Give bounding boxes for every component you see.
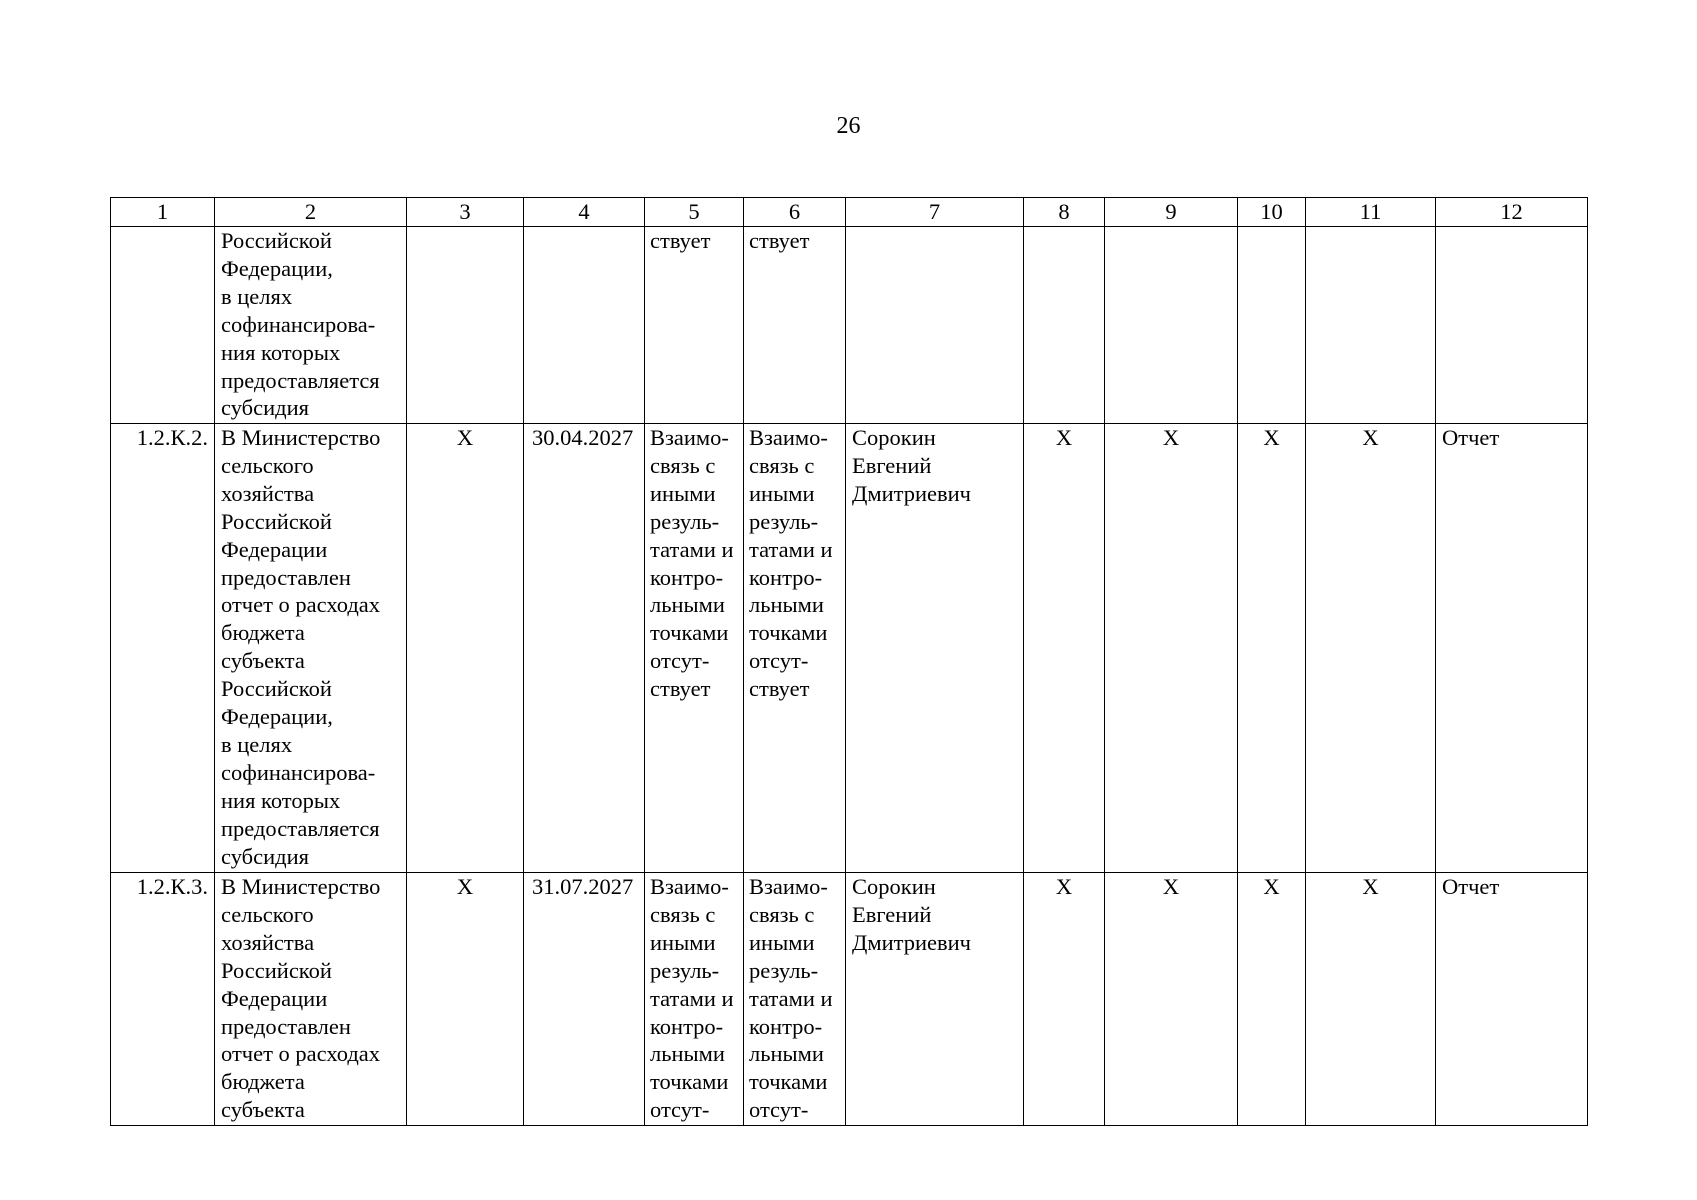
description-text: Российской Федерации, в целях софинансирова- ния которых предоставляется субсидия (221, 228, 380, 421)
column-number: 6 (744, 198, 846, 227)
description-cell (215, 873, 407, 1126)
cell-col9: X (1105, 424, 1238, 873)
description-text: В Министерство сельского хозяйства Российской Федерации предоставлен отчет о расходах бюджета субъекта (221, 874, 381, 1123)
relation-cell-col6: ствует (744, 227, 846, 424)
cell-col3: X (407, 873, 524, 1126)
description-cell (215, 424, 407, 873)
relation-cell-col6: Взаимо- связь с иными резуль- татами и контро- льными точками отсут- (744, 873, 846, 1126)
cell-col9 (1105, 227, 1238, 424)
cell-col11: X (1306, 424, 1436, 873)
cell-col10: X (1238, 873, 1306, 1126)
item-number: 1.2.К.2. (136, 425, 208, 450)
column-number: 5 (645, 198, 744, 227)
document-type-cell (1436, 227, 1588, 424)
relation-cell-col5: Взаимо- связь с иными резуль- татами и контро- льными точками отсут- ствует (645, 424, 744, 873)
column-number: 1 (111, 198, 215, 227)
column-number: 9 (1105, 198, 1238, 227)
date-cell (524, 227, 645, 424)
cell-col10 (1238, 227, 1306, 424)
cell-col11: X (1306, 873, 1436, 1126)
cell-col3: X (407, 424, 524, 873)
responsible-cell: Сорокин Евгений Дмитриевич (846, 873, 1024, 1126)
cell-col10: X (1238, 424, 1306, 873)
item-number-cell (111, 227, 215, 424)
table-row (111, 873, 1588, 1126)
cell-col3 (407, 227, 524, 424)
cell-col11 (1306, 227, 1436, 424)
date-cell: 31.07.2027 (524, 873, 645, 1126)
cell-col8 (1024, 227, 1105, 424)
relation-cell-col5: Взаимо- связь с иными резуль- татами и контро- льными точками отсут- (645, 873, 744, 1126)
document-type-cell: Отчет (1436, 873, 1588, 1126)
responsible-cell (846, 227, 1024, 424)
responsible-cell: Сорокин Евгений Дмитриевич (846, 424, 1024, 873)
cell-col8: X (1024, 873, 1105, 1126)
cell-col8: X (1024, 424, 1105, 873)
date-cell: 30.04.2027 (524, 424, 645, 873)
description-text: В Министерство сельского хозяйства Российской Федерации предоставлен отчет о расходах бюджета субъекта Российской Федерации, в целях софинансирова- ния которых предоставляется субсидия (221, 425, 381, 869)
document-type-cell: Отчет (1436, 424, 1588, 873)
plan-table (110, 197, 1588, 1126)
relation-cell-col5: ствует (645, 227, 744, 424)
table-row (111, 424, 1588, 873)
column-number: 7 (846, 198, 1024, 227)
column-number: 11 (1306, 198, 1436, 227)
item-number: 1.2.К.3. (136, 874, 208, 899)
description-cell (215, 227, 407, 424)
item-number-cell (111, 424, 215, 873)
relation-cell-col6: Взаимо- связь с иными резуль- татами и контро- льными точками отсут- ствует (744, 424, 846, 873)
page-number: 26 (836, 113, 861, 139)
column-number: 4 (524, 198, 645, 227)
column-number: 8 (1024, 198, 1105, 227)
item-number-cell (111, 873, 215, 1126)
column-number: 10 (1238, 198, 1306, 227)
cell-col9: X (1105, 873, 1238, 1126)
column-number-row (111, 198, 1588, 227)
column-number: 12 (1436, 198, 1588, 227)
column-number: 2 (215, 198, 407, 227)
column-number: 3 (407, 198, 524, 227)
table-row (111, 227, 1588, 424)
